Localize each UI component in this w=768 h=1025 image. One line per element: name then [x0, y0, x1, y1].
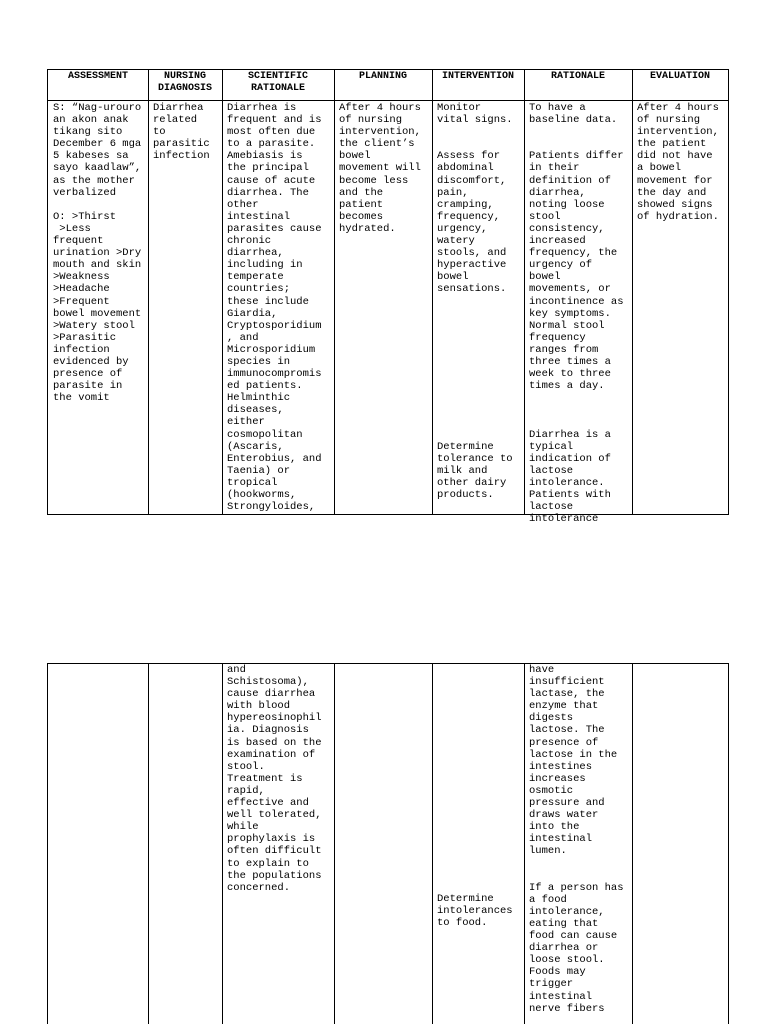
rationale-cell-cont: have insufficient lactase, the enzyme that digests lactose. The presence of lactose in the intestines increases osmotic pressure and draws water into the intestinal lumen. If a person has a food intolerance, eating that food can cause diarrhea or loose stool. Foods may trigger intestinal nerve fibers	[529, 664, 624, 1015]
scientific-rationale-cell: Diarrhea is frequent and is most often due to a parasite. Amebiasis is the principal cause of acute diarrhea. The other intestinal parasites cause chronic diarrhea, including in temperate countries; these include Giardia, Cryptosporidium , and Microsporidium species in immunocompromis ed patients. Helminthic diseases, either cosmopolitan (Ascaris, Enterobius, and Taenia) or tropical (hookworms, Strongyloides,	[227, 102, 322, 514]
column-divider	[334, 664, 335, 1024]
column-divider	[524, 70, 525, 514]
nursing-diagnosis-cell: Diarrhea related to parasitic infection	[153, 102, 210, 163]
column-divider	[148, 70, 149, 514]
header-planning: PLANNING	[358, 71, 407, 82]
intervention-cell-cont: Determine intolerances to food.	[437, 893, 513, 930]
column-divider	[524, 664, 525, 1024]
assessment-cell: S: “Nag-urouro an akon anak tikang sito December 6 mga 5 kabeses sa sayo kaadlaw”, as the mother verbalized O: >Thirst >Less frequent urination >Dry mouth and skin >Weakness >Headache >Frequent bowel movement >Watery stool >Parasitic infection evidenced by presence of parasite in the vomit	[53, 102, 142, 405]
column-divider	[432, 70, 433, 514]
header-rationale: RATIONALE	[550, 71, 605, 82]
column-divider	[632, 70, 633, 514]
header-row	[48, 70, 728, 101]
column-divider	[632, 664, 633, 1024]
header-scientific-rationale: SCIENTIFIC RATIONALE	[247, 71, 308, 94]
header-nursing-diagnosis: NURSING DIAGNOSIS	[157, 71, 212, 94]
planning-cell: After 4 hours of nursing intervention, the client’s bowel movement will become less and the patient becomes hydrated.	[339, 102, 421, 235]
care-plan-table-page-2	[47, 663, 729, 1024]
header-assessment: ASSESSMENT	[67, 71, 128, 82]
header-evaluation: EVALUATION	[649, 71, 710, 82]
rationale-cell: To have a baseline data. Patients differ in their definition of diarrhea, noting loose stool consistency, increased frequency, the urgency of bowel movements, or incontinence as key symptoms. Normal stool frequency ranges from three times a week to three times a day. Diarrhea is a typical indication of lactose intolerance. Patients with lactose intolerance	[529, 102, 624, 526]
column-divider	[334, 70, 335, 514]
column-divider	[432, 664, 433, 1024]
intervention-cell: Monitor vital signs. Assess for abdominal discomfort, pain, cramping, frequency, urgency, watery stools, and hyperactive bowel sensations. Determine tolerance to milk and other dairy products.	[437, 102, 513, 501]
column-divider	[148, 664, 149, 1024]
evaluation-cell: After 4 hours of nursing intervention, the patient did not have a bowel movement for the day and showed signs of hydration.	[637, 102, 719, 223]
scientific-rationale-cell-cont: and Schistosoma), cause diarrhea with blood hypereosinophil ia. Diagnosis is based on the examination of stool. Treatment is rapid, effective and well tolerated, while prophylaxis is often difficult to explain to the populations concerned.	[227, 664, 322, 894]
care-plan-table-page-1	[47, 69, 729, 526]
header-intervention: INTERVENTION	[441, 71, 514, 82]
column-divider	[222, 70, 223, 514]
column-divider	[222, 664, 223, 1024]
